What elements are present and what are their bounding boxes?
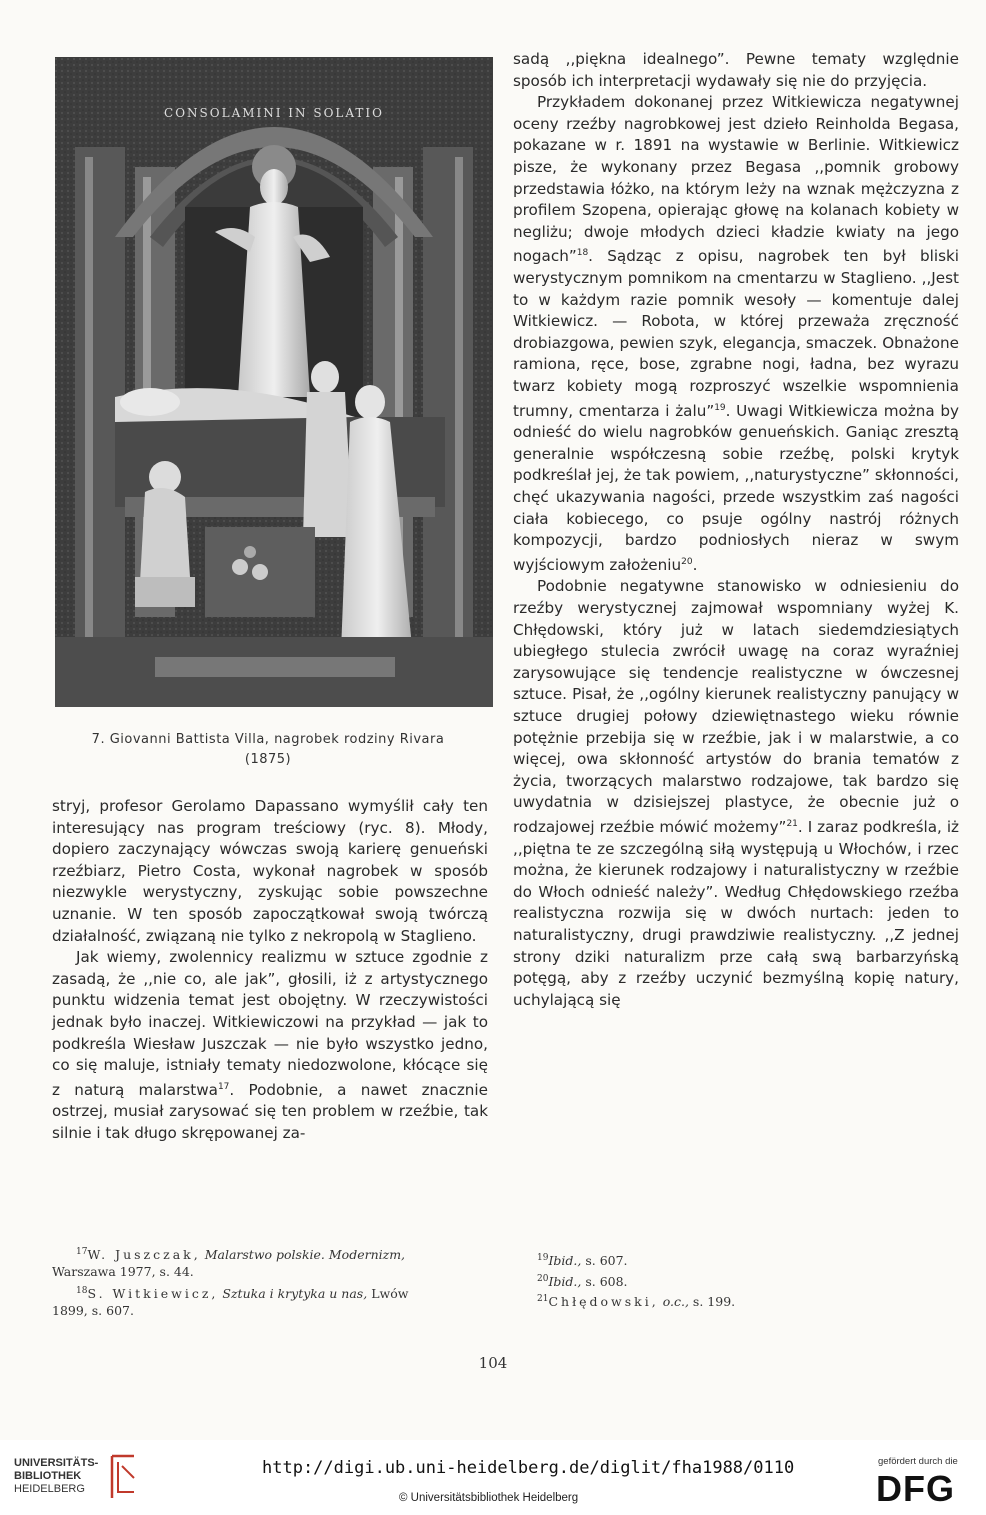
text-segment: Jak wiemy, zwolennicy realizmu w sztuce zgodnie z zasadą, że ,,nie co, ale jak”, głosili, iż z artystycznego punktu widzenia temat jest obojętny. W rzeczywistości jednak było inaczej. Witkiewiczowi na przykład — jak to podkreśla Wiesław Juszczak — nie było wszystko jedno, co się maluje, istniały tematy niedozwolone, kłócące się z naturą malarstwa: [52, 948, 488, 1099]
footnote-text: s. 608.: [585, 1274, 628, 1290]
footnote-number: 17: [76, 1247, 88, 1257]
footnote-author: S. Witkiewicz,: [87, 1286, 219, 1302]
footnote-ibid: Ibid.,: [548, 1274, 582, 1290]
library-name: [14, 1457, 98, 1496]
text-segment: . Uwagi Witkiewicza można by odnieść do wielu nagrobków genueńskich. Ganiąc zresztą generalnie współczesną sobie rzeźbę, polski krytyk podkreślał jej, że tak powiem, ,,naturystyczne” skłonności, chęć ukazywania nagości, przede wszystkim zaś nagości ciała kobiecego, co psuje ogólny nastrój różnych kompozycji, bardzo podniosłych nieraz w swym wyjściowym założeniu: [513, 401, 959, 574]
footnote-text: s. 607.: [585, 1253, 628, 1269]
text-segment: . Podobnie, a nawet znacznie ostrzej, musiał zarysować się ten problem w rzeźbie, tak silnie i tak długo skrępowanej za-: [52, 1080, 488, 1142]
footnote-ibid: Ibid.,: [548, 1253, 582, 1269]
library-logo-icon: [104, 1452, 138, 1502]
footnote-author: W. Juszczak,: [87, 1247, 201, 1263]
funding-note: gefördert durch die: [878, 1456, 958, 1467]
footnote-ref: 18: [576, 248, 589, 259]
footnote-ref: 17: [217, 1081, 230, 1092]
footnote-19: [513, 1250, 953, 1270]
left-text-column: [52, 796, 488, 1145]
footnote-20: [513, 1271, 953, 1291]
footnote-ref: 20: [681, 556, 693, 567]
library-name-line: UNIVERSITÄTS-: [14, 1457, 99, 1469]
document-url[interactable]: http://digi.ub.uni-heidelberg.de/diglit/fha1988/0110: [262, 1458, 795, 1478]
footnote-ref: 19: [714, 402, 726, 413]
footnote-ref: 21: [786, 818, 798, 829]
figure-caption: [48, 730, 488, 770]
library-name-line: BIBLIOTHEK: [14, 1470, 82, 1482]
text-segment: . I zaraz podkreśla, iż ,,piętna te ze szczególną siłą występują u Włochów, i rzec można, że kierunek rodzajowy i naturalistyczny w rzeźbie do Włoch odnieść należy”. Według Chłędowskiego rzeźba realistyczna rozwija się w dwóch nurtach: jeden to naturalistyczny, drugi prawdziwie realistyczny. ,,Z jednej strony dziki naturalizm prze całą swą barbarzyńską potęgą, aby z rzeźby uczynić bezmyślną kopię natury, uchylającą się: [513, 818, 960, 1009]
library-name-line: HEIDELBERG: [14, 1483, 85, 1495]
footnote-21: [513, 1291, 953, 1311]
paragraph: [513, 576, 959, 1011]
arch-inscription: CONSOLAMINI IN SOLATIO: [164, 106, 384, 120]
page-number: 104: [478, 1354, 508, 1372]
right-text-column: [513, 49, 959, 1011]
text-segment: . Sądząc z opisu, nagrobek ten był bliski werystycznym pomnikom na cmentarzu w Staglieno. ,,Jest to w każdym razie pomnik wesoły — komentuje dalej Witkiewicz. — Robota, w której przeważa zręczność drobiazgowa, pewien szyk, elegancja, smaczek. Obnażone ramiona, ręce, bose, zgrabne nogi, ładna, bez wyrazu twarz kobiety mogą rozproszyć wszelkie wspomnienia trumny, cmentarza i żalu”: [513, 247, 959, 420]
footnote-text: s. 199.: [692, 1294, 736, 1310]
paragraph: stryj, profesor Gerolamo Dapassano wymyślił cały ten interesujący nas program treściowy (ryc. 8). Młody, dopiero zaczynający wówczas swoją karierę genueński rzeźbiarz, Pietro Costa, wykonał nagrobek w sposób niezwykle werystyczny, zyskując sobie powszechne uznanie. W ten sposób zapoczątkował swoją twórczą działalność, związaną nie tylko z nekropolą w Staglieno.: [52, 797, 488, 945]
footnote-text: Warszawa 1977, s. 44.: [52, 1263, 194, 1279]
text-segment: Przykładem dokonanej przez Witkiewicza negatywnej oceny rzeźby nagrobkowej jest dzieło Reinholda Begasa, pokazane w r. 1891 na wystawie w Berlinie. Witkiewicz pisze, że wykonany przez Begasa ,,pomnik grobowy przedstawia łóżko, na którym leży na wznak mężczyzna z profilem Szopena, opierając głowę na kolanach kobiety w negliżu; dwoje młodych dzieci kładzie kwiaty na jego nogach”: [513, 93, 959, 266]
text-segment: .: [692, 555, 698, 574]
footnote-number: 19: [537, 1253, 549, 1263]
footnote-text: 1899, s. 607.: [52, 1302, 134, 1318]
footnote-title: Malarstwo polskie. Modernizm,: [204, 1247, 406, 1263]
caption-line-2: (1875): [244, 752, 292, 767]
footnote-17: [52, 1244, 492, 1280]
paragraph: [52, 947, 488, 1144]
footnote-title: Sztuka i krytyka u nas,: [222, 1286, 368, 1302]
dfg-logo: DFG: [876, 1468, 955, 1509]
footnote-oc: o.c.,: [662, 1294, 689, 1310]
copyright-notice: © Universitätsbibliothek Heidelberg: [399, 1492, 579, 1504]
paragraph: [513, 92, 959, 576]
paragraph: sadą ,,piękna idealnego”. Pewne tematy względnie sposób ich interpretacji wydawały się nie do przyjęcia.: [513, 50, 959, 90]
text-segment: Podobnie negatywne stanowisko w odniesieniu do rzeźby werystycznej zajmował wspomniany wyżej K. Chłędowski, który już w latach siedemdziesiątych ubiegłego stulecia zwrócił uwagę na coraz wyraźniej zarysowujące się tendencje realistyczne w ówczesnej sztuce. Pisał, że ,,ogólny kierunek realistyczny panujący w sztuce drugiej połowy dziewiętnastego wieku równie potężnie przebija się w rzeźbie, jak i w malarstwie, a co więcej, owa skłonność artystów do brania tematów z życia, tworzących malarstwo rodzajowe, tak bardzo się uwydatnia w dzisiejszej plastyce, że obecnie już o rodzajowej rzeźbie mówić możemy”: [513, 577, 959, 837]
footnote-number: 20: [537, 1274, 549, 1284]
footnote-18: [52, 1283, 492, 1319]
footnote-number: 18: [76, 1286, 88, 1296]
footnote-text: Lwów: [371, 1286, 409, 1302]
tomb-photograph: [55, 57, 493, 707]
footnote-number: 21: [537, 1294, 549, 1304]
caption-line-1: 7. Giovanni Battista Villa, nagrobek rodziny Rivara: [91, 732, 445, 747]
footnote-author: Chłędowski,: [548, 1294, 659, 1310]
